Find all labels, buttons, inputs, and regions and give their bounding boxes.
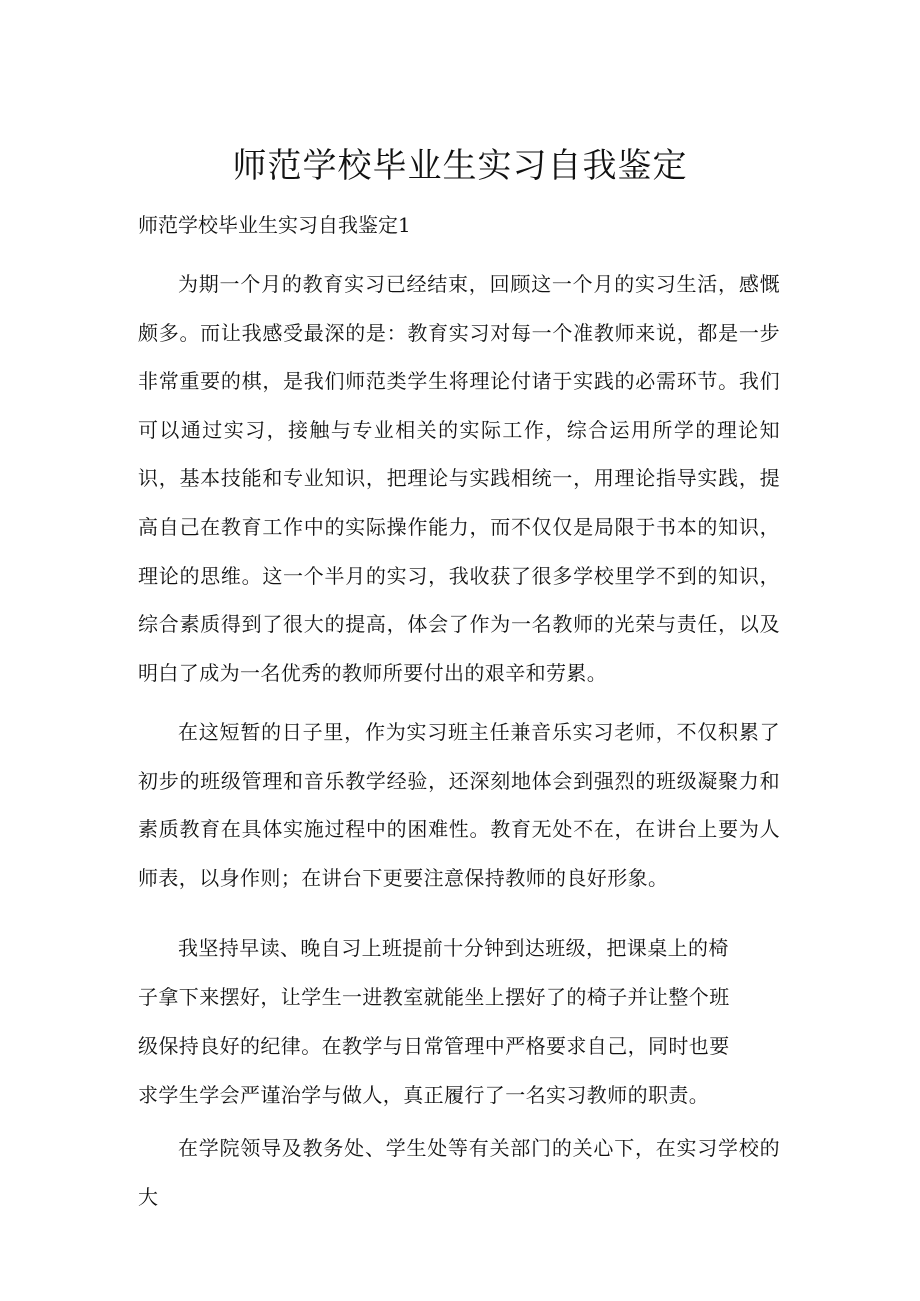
paragraph-1: 为期一个月的教育实习已经结束，回顾这一个月的实习生活，感慨颇多。而让我感受最深的是：教育实习对每一个准教师来说，都是一步非常重要的棋，是我们师范类学生将理论付诸于实践的必需环节。我们可以通过实习，接触与专业相关的实际工作，综合运用所学的理论知识，基本技能和专业知识，把理论与实践相统一，用理论指导实践，提高自己在教育工作中的实际操作能力，而不仅仅是局限于书本的知识，理论的思维。这一个半月的实习，我收获了很多学校里学不到的知识，综合素质得到了很大的提高，体会了作为一名教师的光荣与责任，以及明白了成为一名优秀的教师所要付出的艰辛和劳累。 (138, 272, 780, 685)
document-title: 师范学校毕业生实习自我鉴定 (232, 146, 688, 186)
paragraph-3-line-4: 求学生学会严谨治学与做人，真正履行了一名实习教师的职责。 (138, 1083, 710, 1107)
document-subtitle: 师范学校毕业生实习自我鉴定1 (138, 213, 411, 237)
paragraph-3-line-1: 我坚持早读、晚自习上班提前十分钟到达班级，把课桌上的椅 (178, 936, 729, 960)
paragraph-2: 在这短暂的日子里，作为实习班主任兼音乐实习老师，不仅积累了初步的班级管理和音乐教学经验，还深刻地体会到强烈的班级凝聚力和素质教育在具体实施过程中的困难性。教育无处不在，在讲台上要为人师表，以身作则；在讲台下更要注意保持教师的良好形象。 (138, 720, 780, 890)
paragraph-3-line-3: 级保持良好的纪律。在教学与日常管理中严格要求自己，同时也要 (138, 1034, 730, 1058)
paragraph-3-line-2: 子拿下来摆好，让学生一进教室就能坐上摆好了的椅子并让整个班 (138, 985, 730, 1009)
paragraph-4: 在学院领导及教务处、学生处等有关部门的关心下，在实习学校的大 (138, 1136, 780, 1209)
